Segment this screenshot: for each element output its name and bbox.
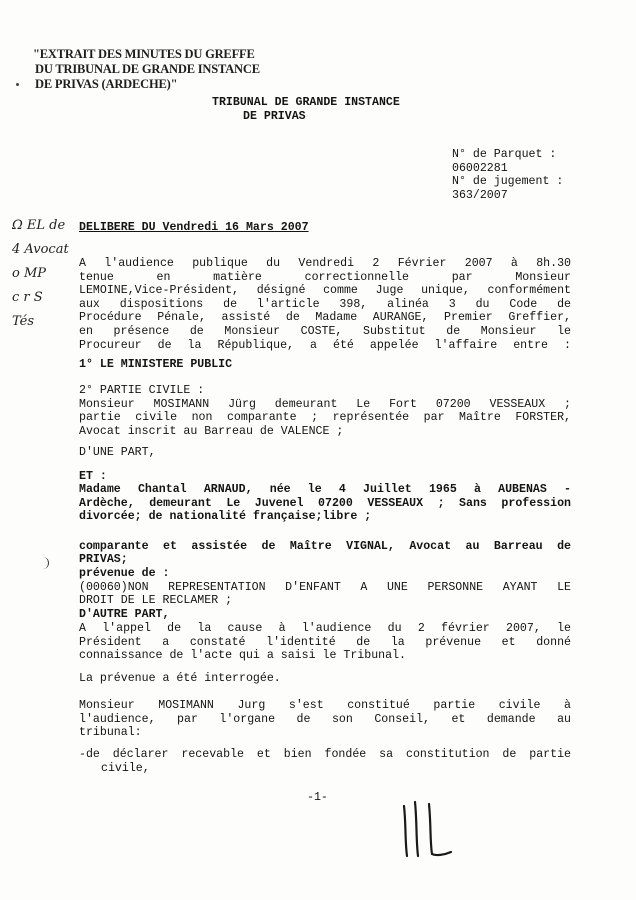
appel-line-2: Président a constaté l'identité de la prévenue et donné — [79, 635, 571, 649]
stamp-line-3: DE PRIVAS (ARDECHE)" — [35, 77, 178, 91]
party-civile-heading: 2° PARTIE CIVILE : — [79, 384, 205, 397]
stamp-line-2: DU TRIBUNAL DE GRANDE INSTANCE — [35, 62, 260, 76]
party-civile-line-3: Avocat inscrit au Barreau de VALENCE ; — [79, 424, 344, 438]
court-heading — [212, 96, 400, 123]
appel-paragraph — [79, 622, 571, 663]
registry-stamp — [33, 47, 260, 92]
intro-line-4: aux dispositions de l'article 398, alinéa 3 du Code de — [79, 297, 571, 311]
intro-line-2: tenue en matière correctionnelle par Monsieur — [79, 270, 571, 284]
dune-part: D'UNE PART, — [79, 446, 156, 459]
defendant-line-5: PRIVAS; — [79, 553, 128, 567]
appel-line-1: A l'appel de la cause à l'audience du 2 février 2007, le — [79, 622, 571, 635]
jugement-label: N° de jugement : — [452, 175, 564, 189]
defendant-block — [79, 483, 571, 621]
stamp-line-1: "EXTRAIT DES MINUTES DU GREFFE — [33, 47, 255, 61]
constitution-line-3: tribunal: — [79, 726, 142, 740]
constitution-paragraph — [79, 699, 571, 740]
defendant-line-1: Madame Chantal ARNAUD, née le 4 Juillet 1965 à AUBENAS - — [79, 483, 571, 496]
defendant-line-7: (00060)NON REPRESENTATION D'ENFANT A UNE PERSONNE AYANT LE — [79, 580, 571, 594]
party-civile-block — [79, 384, 571, 438]
party-ministere-public: 1° LE MINISTERE PUBLIC — [79, 358, 233, 371]
initials-signature — [398, 796, 454, 860]
intro-line-5: Procédure Pénale, assisté de Madame AURANGE, Premier Greffier, — [79, 311, 571, 325]
intro-line-1: A l'audience publique du Vendredi 2 Février 2007 à 8h.30 — [79, 257, 571, 270]
party-civile-line-1: Monsieur MOSIMANN Jürg demeurant Le Fort 07200 VESSEAUX ; — [79, 397, 571, 411]
margin-note-5: Tés — [12, 314, 35, 329]
defendant-line-9: D'AUTRE PART, — [79, 607, 170, 621]
interrogee-line: La prévenue a été interrogée. — [79, 672, 281, 685]
defendant-line-4: comparante et assistée de Maître VIGNAL, Avocat au Barreau de — [79, 539, 571, 553]
et-label: ET : — [79, 470, 107, 483]
deliberation-title: DELIBERE DU Vendredi 16 Mars 2007 — [79, 221, 309, 234]
parquet-label: N° de Parquet : — [452, 148, 557, 161]
margin-note-4: c r S — [12, 290, 43, 305]
margin-note-3: o MP — [12, 266, 47, 281]
jugement-number: 363/2007 — [452, 188, 508, 202]
defendant-line-6: prévenue de : — [79, 566, 170, 580]
margin-notes — [12, 214, 69, 334]
constitution-line-2: l'audience, par l'organe de son Conseil, et demande au — [79, 712, 571, 726]
references-block — [452, 148, 563, 202]
intro-line-6: en présence de Monsieur COSTE, Substitut de Monsieur le — [79, 324, 571, 338]
dot-mark — [16, 83, 19, 86]
court-line-2: DE PRIVAS — [243, 109, 306, 123]
margin-note-2: 4 Avocat — [12, 242, 69, 257]
intro-line-7: Procureur de la République, a été appelée l'affaire entre : — [79, 338, 571, 352]
bracket-mark — [42, 557, 49, 569]
defendant-line-8: DROIT DE LE RECLAMER ; — [79, 594, 233, 608]
intro-paragraph — [79, 257, 571, 352]
parquet-number: 06002281 — [452, 161, 508, 175]
constitution-line-1: Monsieur MOSIMANN Jurg s'est constitué partie civile à — [79, 699, 571, 712]
request-paragraph — [79, 748, 571, 775]
court-line-1: TRIBUNAL DE GRANDE INSTANCE — [212, 96, 400, 109]
request-line-2: civile, — [101, 761, 150, 775]
party-civile-line-2: partie civile non comparante ; représentée par Maître FORSTER, — [79, 411, 571, 425]
page-number: -1- — [307, 791, 328, 804]
defendant-line-2: Ardèche, demeurant Le Juvenel 07200 VESSEAUX ; Sans profession — [79, 496, 571, 510]
defendant-line-3: divorcée; de nationalité française;libre ; — [79, 510, 372, 524]
margin-note-1: Ω EL de — [12, 218, 66, 233]
appel-line-3: connaissance de l'acte qui a saisi le Tribunal. — [79, 649, 406, 663]
intro-line-3: LEMOINE,Vice-Président, désigné comme Juge unique, conformément — [79, 284, 571, 298]
request-line-1: -de déclarer recevable et bien fondée sa constitution de partie — [79, 748, 571, 761]
